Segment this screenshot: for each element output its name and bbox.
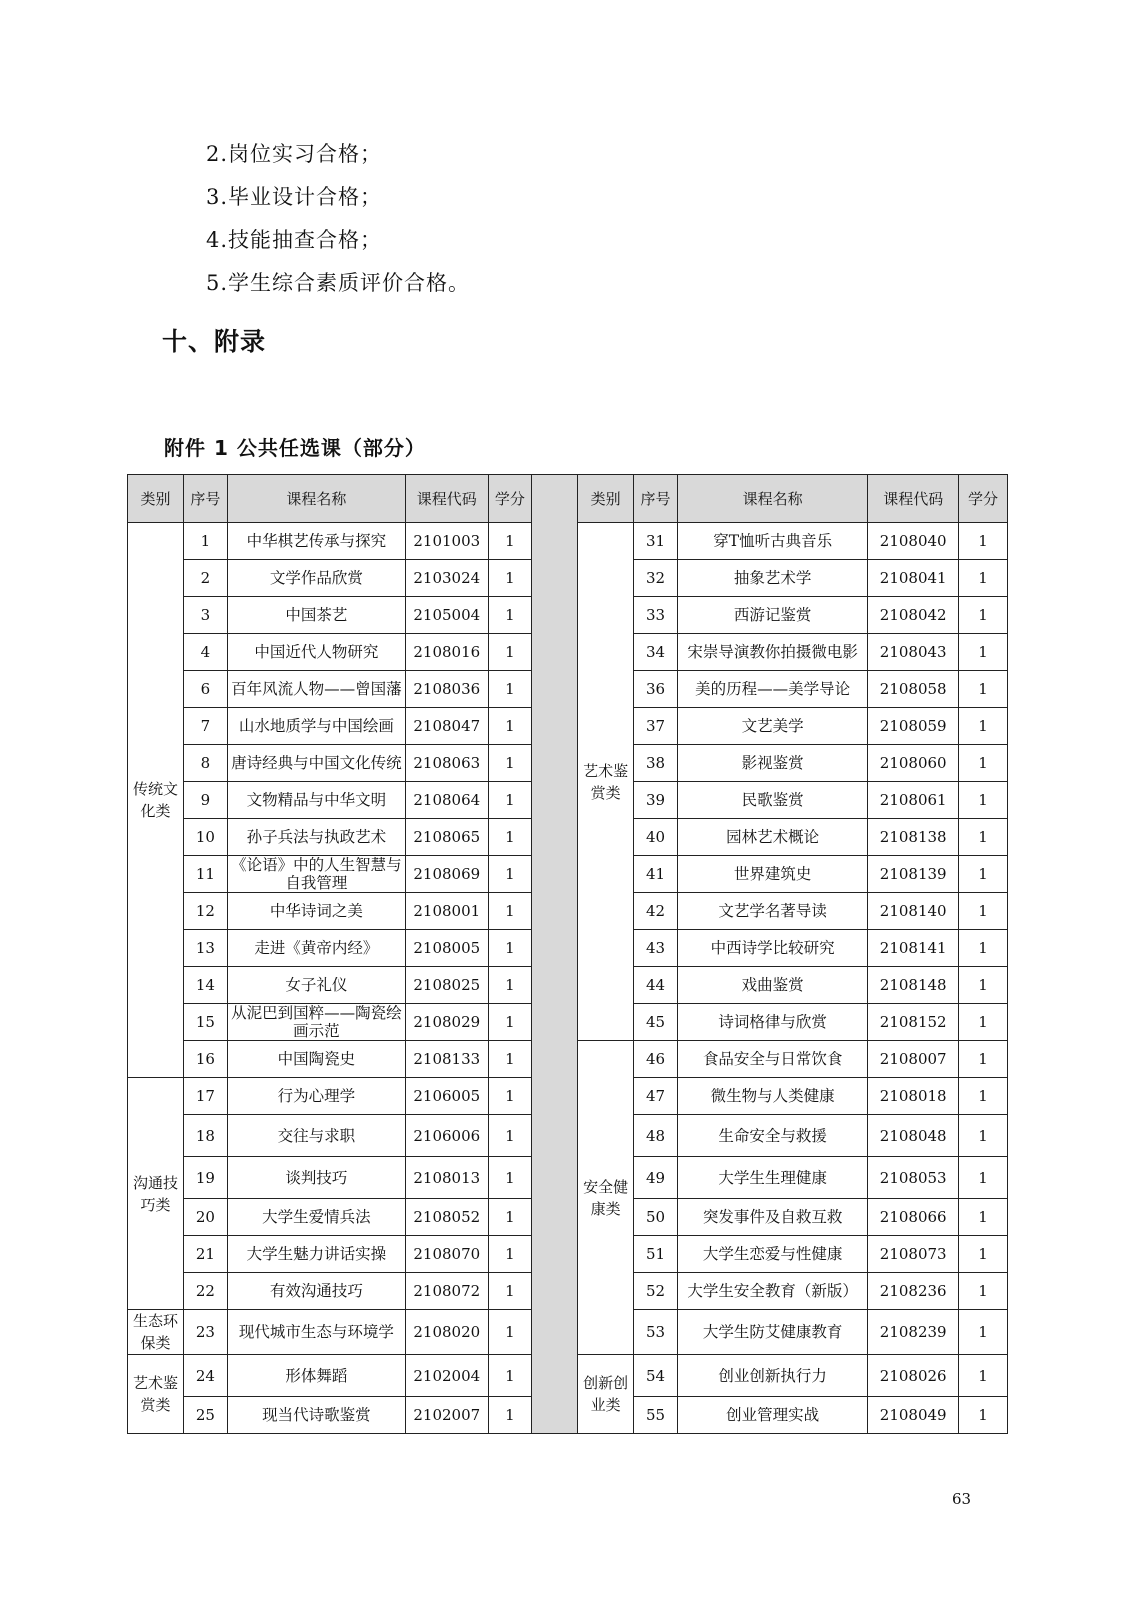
seq-cell: 49 [634,1157,678,1199]
credit-cell: 1 [488,523,532,560]
seq-cell: 39 [634,782,678,819]
course-name-cell: 文艺学名著导读 [677,893,867,930]
column-header: 类别 [128,475,184,523]
column-header: 学分 [488,475,532,523]
seq-cell: 24 [184,1355,228,1397]
column-header: 学分 [959,475,1008,523]
seq-cell: 51 [634,1236,678,1273]
seq-cell: 44 [634,967,678,1004]
course-name-cell: 食品安全与日常饮食 [677,1041,867,1078]
course-name-cell: 谈判技巧 [227,1157,405,1199]
course-name-cell: 现当代诗歌鉴赏 [227,1397,405,1434]
requirement-item: 4.技能抽查合格； [206,228,383,252]
course-name-cell: 大学生魅力讲话实操 [227,1236,405,1273]
credit-cell: 1 [959,967,1008,1004]
course-name-cell: 孙子兵法与执政艺术 [227,819,405,856]
course-name-cell: 从泥巴到国粹——陶瓷绘画示范 [227,1004,405,1041]
credit-cell: 1 [488,1115,532,1157]
course-code-cell: 2108138 [868,819,959,856]
seq-cell: 55 [634,1397,678,1434]
credit-cell: 1 [488,856,532,893]
credit-cell: 1 [488,1397,532,1434]
course-name-cell: 园林艺术概论 [677,819,867,856]
table-caption: 附件 1 公共任选课（部分） [164,436,426,460]
course-code-cell: 2108043 [868,634,959,671]
course-name-cell: 有效沟通技巧 [227,1273,405,1310]
credit-cell: 1 [488,1199,532,1236]
seq-cell: 12 [184,893,228,930]
seq-cell: 1 [184,523,228,560]
seq-cell: 37 [634,708,678,745]
seq-cell: 25 [184,1397,228,1434]
seq-cell: 43 [634,930,678,967]
course-name-cell: 创业创新执行力 [677,1355,867,1397]
course-name-cell: 走进《黄帝内经》 [227,930,405,967]
section-title: 十、附录 [162,327,267,356]
credit-cell: 1 [959,1004,1008,1041]
credit-cell: 1 [959,560,1008,597]
course-name-cell: 大学生爱情兵法 [227,1199,405,1236]
seq-cell: 18 [184,1115,228,1157]
credit-cell: 1 [959,1199,1008,1236]
category-cell: 生态环保类 [128,1310,184,1355]
credit-cell: 1 [959,1157,1008,1199]
course-name-cell: 中西诗学比较研究 [677,930,867,967]
course-name-cell: 戏曲鉴赏 [677,967,867,1004]
seq-cell: 17 [184,1078,228,1115]
seq-cell: 6 [184,671,228,708]
credit-cell: 1 [959,523,1008,560]
course-code-cell: 2108072 [406,1273,489,1310]
course-code-cell: 2102004 [406,1355,489,1397]
seq-cell: 20 [184,1199,228,1236]
credit-cell: 1 [959,634,1008,671]
seq-cell: 48 [634,1115,678,1157]
course-code-cell: 2108005 [406,930,489,967]
course-code-cell: 2108239 [868,1310,959,1355]
course-code-cell: 2108049 [868,1397,959,1434]
course-code-cell: 2106005 [406,1078,489,1115]
column-header: 课程代码 [406,475,489,523]
course-code-cell: 2108148 [868,967,959,1004]
course-name-cell: 世界建筑史 [677,856,867,893]
course-code-cell: 2108236 [868,1273,959,1310]
seq-cell: 47 [634,1078,678,1115]
course-code-cell: 2108001 [406,893,489,930]
credit-cell: 1 [488,1157,532,1199]
credit-cell: 1 [959,1236,1008,1273]
course-name-cell: 中华棋艺传承与探究 [227,523,405,560]
category-cell: 创新创业类 [578,1355,634,1434]
course-name-cell: 文物精品与中华文明 [227,782,405,819]
requirement-item: 3.毕业设计合格； [206,185,383,209]
column-header: 序号 [634,475,678,523]
course-name-cell: 生命安全与救援 [677,1115,867,1157]
seq-cell: 4 [184,634,228,671]
course-code-cell: 2108018 [868,1078,959,1115]
course-name-cell: 诗词格律与欣赏 [677,1004,867,1041]
credit-cell: 1 [488,967,532,1004]
course-code-cell: 2108013 [406,1157,489,1199]
course-name-cell: 《论语》中的人生智慧与自我管理 [227,856,405,893]
table-header-row [128,475,1008,523]
category-cell: 沟通技巧类 [128,1078,184,1310]
seq-cell: 14 [184,967,228,1004]
category-cell: 安全健康类 [578,1041,634,1355]
credit-cell: 1 [959,597,1008,634]
seq-cell: 41 [634,856,678,893]
seq-cell: 42 [634,893,678,930]
seq-cell: 23 [184,1310,228,1355]
credit-cell: 1 [488,634,532,671]
seq-cell: 10 [184,819,228,856]
category-cell: 艺术鉴赏类 [128,1355,184,1434]
column-header: 课程代码 [868,475,959,523]
course-name-cell: 中华诗词之美 [227,893,405,930]
seq-cell: 33 [634,597,678,634]
credit-cell: 1 [959,1273,1008,1310]
credit-cell: 1 [959,1041,1008,1078]
credit-cell: 1 [488,782,532,819]
seq-cell: 22 [184,1273,228,1310]
course-name-cell: 大学生生理健康 [677,1157,867,1199]
credit-cell: 1 [488,893,532,930]
course-code-cell: 2108042 [868,597,959,634]
course-code-cell: 2108060 [868,745,959,782]
seq-cell: 15 [184,1004,228,1041]
seq-cell: 11 [184,856,228,893]
credit-cell: 1 [959,745,1008,782]
course-name-cell: 西游记鉴赏 [677,597,867,634]
credit-cell: 1 [488,560,532,597]
course-name-cell: 创业管理实战 [677,1397,867,1434]
course-name-cell: 文艺美学 [677,708,867,745]
credit-cell: 1 [488,1273,532,1310]
course-code-cell: 2108141 [868,930,959,967]
course-code-cell: 2108063 [406,745,489,782]
course-code-cell: 2108152 [868,1004,959,1041]
credit-cell: 1 [959,671,1008,708]
course-code-cell: 2108040 [868,523,959,560]
credit-cell: 1 [488,819,532,856]
seq-cell: 40 [634,819,678,856]
course-code-cell: 2108069 [406,856,489,893]
course-name-cell: 女子礼仪 [227,967,405,1004]
course-name-cell: 影视鉴赏 [677,745,867,782]
course-name-cell: 中国陶瓷史 [227,1041,405,1078]
course-code-cell: 2106006 [406,1115,489,1157]
course-name-cell: 大学生防艾健康教育 [677,1310,867,1355]
course-code-cell: 2108133 [406,1041,489,1078]
column-header: 类别 [578,475,634,523]
seq-cell: 45 [634,1004,678,1041]
course-code-cell: 2108048 [868,1115,959,1157]
course-code-cell: 2108036 [406,671,489,708]
seq-cell: 16 [184,1041,228,1078]
seq-cell: 7 [184,708,228,745]
credit-cell: 1 [488,671,532,708]
course-name-cell: 微生物与人类健康 [677,1078,867,1115]
course-code-cell: 2102007 [406,1397,489,1434]
seq-cell: 8 [184,745,228,782]
course-code-cell: 2108059 [868,708,959,745]
course-code-cell: 2101003 [406,523,489,560]
course-code-cell: 2108020 [406,1310,489,1355]
seq-cell: 31 [634,523,678,560]
course-code-cell: 2108029 [406,1004,489,1041]
table-divider [532,475,578,1434]
credit-cell: 1 [959,708,1008,745]
course-name-cell: 行为心理学 [227,1078,405,1115]
course-name-cell: 大学生恋爱与性健康 [677,1236,867,1273]
elective-course-table [127,474,1008,1434]
credit-cell: 1 [488,1078,532,1115]
seq-cell: 38 [634,745,678,782]
credit-cell: 1 [488,930,532,967]
course-code-cell: 2108065 [406,819,489,856]
credit-cell: 1 [959,856,1008,893]
seq-cell: 34 [634,634,678,671]
seq-cell: 52 [634,1273,678,1310]
course-code-cell: 2108026 [868,1355,959,1397]
category-cell: 艺术鉴赏类 [578,523,634,1041]
course-name-cell: 宋崇导演教你拍摄微电影 [677,634,867,671]
seq-cell: 32 [634,560,678,597]
course-name-cell: 交往与求职 [227,1115,405,1157]
credit-cell: 1 [959,930,1008,967]
column-header: 序号 [184,475,228,523]
course-code-cell: 2108052 [406,1199,489,1236]
seq-cell: 36 [634,671,678,708]
seq-cell: 3 [184,597,228,634]
credit-cell: 1 [488,1355,532,1397]
course-name-cell: 形体舞蹈 [227,1355,405,1397]
column-header: 课程名称 [677,475,867,523]
seq-cell: 2 [184,560,228,597]
credit-cell: 1 [488,1004,532,1041]
credit-cell: 1 [959,1355,1008,1397]
credit-cell: 1 [488,1310,532,1355]
course-name-cell: 民歌鉴赏 [677,782,867,819]
credit-cell: 1 [488,1041,532,1078]
course-name-cell: 现代城市生态与环境学 [227,1310,405,1355]
credit-cell: 1 [959,819,1008,856]
course-name-cell: 山水地质学与中国绘画 [227,708,405,745]
requirement-item: 2.岗位实习合格； [206,142,383,166]
category-cell: 传统文化类 [128,523,184,1078]
credit-cell: 1 [959,893,1008,930]
course-code-cell: 2108053 [868,1157,959,1199]
course-name-cell: 中国近代人物研究 [227,634,405,671]
credit-cell: 1 [959,782,1008,819]
seq-cell: 46 [634,1041,678,1078]
credit-cell: 1 [959,1397,1008,1434]
course-name-cell: 唐诗经典与中国文化传统 [227,745,405,782]
course-code-cell: 2108061 [868,782,959,819]
course-code-cell: 2108140 [868,893,959,930]
seq-cell: 9 [184,782,228,819]
course-name-cell: 穿T恤听古典音乐 [677,523,867,560]
credit-cell: 1 [488,1236,532,1273]
course-code-cell: 2108064 [406,782,489,819]
course-code-cell: 2103024 [406,560,489,597]
seq-cell: 21 [184,1236,228,1273]
course-code-cell: 2108066 [868,1199,959,1236]
course-name-cell: 中国茶艺 [227,597,405,634]
course-name-cell: 突发事件及自救互救 [677,1199,867,1236]
credit-cell: 1 [488,597,532,634]
course-code-cell: 2108073 [868,1236,959,1273]
course-code-cell: 2108007 [868,1041,959,1078]
seq-cell: 50 [634,1199,678,1236]
seq-cell: 13 [184,930,228,967]
seq-cell: 19 [184,1157,228,1199]
course-code-cell: 2108047 [406,708,489,745]
course-code-cell: 2108025 [406,967,489,1004]
credit-cell: 1 [959,1078,1008,1115]
page-number: 63 [952,1490,972,1508]
column-header: 课程名称 [227,475,405,523]
requirement-item: 5.学生综合素质评价合格。 [206,271,471,295]
seq-cell: 54 [634,1355,678,1397]
course-name-cell: 文学作品欣赏 [227,560,405,597]
credit-cell: 1 [959,1310,1008,1355]
course-name-cell: 百年风流人物——曾国藩 [227,671,405,708]
credit-cell: 1 [959,1115,1008,1157]
credit-cell: 1 [488,745,532,782]
course-name-cell: 美的历程——美学导论 [677,671,867,708]
course-code-cell: 2105004 [406,597,489,634]
course-code-cell: 2108070 [406,1236,489,1273]
seq-cell: 53 [634,1310,678,1355]
credit-cell: 1 [488,708,532,745]
course-name-cell: 大学生安全教育（新版） [677,1273,867,1310]
course-code-cell: 2108041 [868,560,959,597]
course-code-cell: 2108139 [868,856,959,893]
course-code-cell: 2108016 [406,634,489,671]
course-name-cell: 抽象艺术学 [677,560,867,597]
course-code-cell: 2108058 [868,671,959,708]
